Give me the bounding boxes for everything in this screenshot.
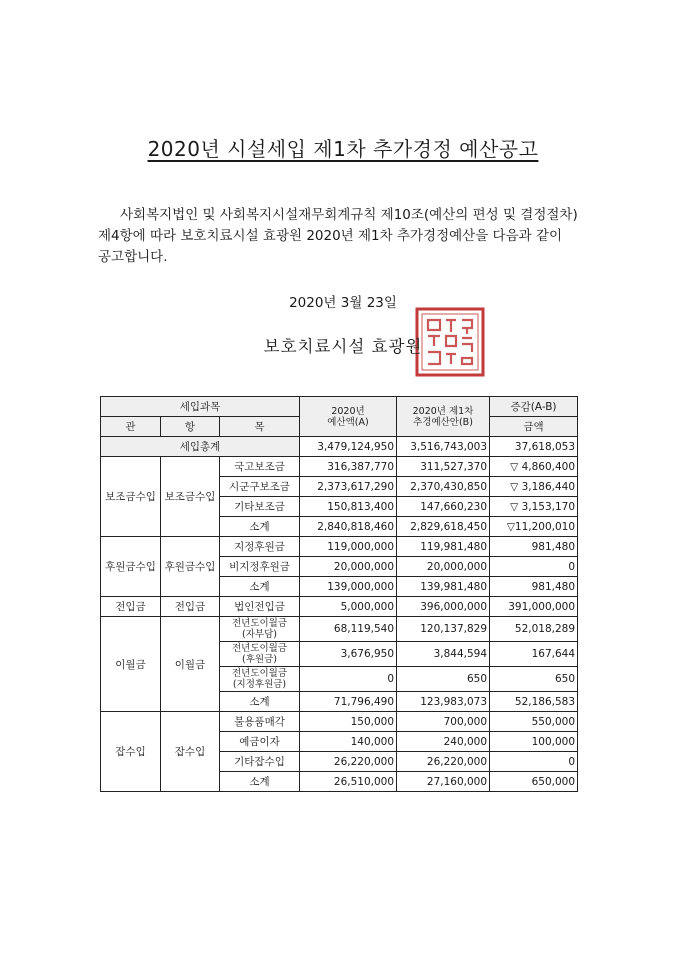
- cell-diff: 0: [490, 557, 578, 577]
- cell-hang: 잡수입: [161, 712, 220, 792]
- cell-a: 316,387,770: [300, 457, 397, 477]
- table-row: [101, 537, 578, 557]
- cell-mok: 지정후원금: [220, 537, 300, 557]
- cell-mok: 전년도이월금 (지정후원금): [220, 667, 300, 692]
- cell-b: 119,981,480: [397, 537, 490, 557]
- cell-mok: 소계: [220, 772, 300, 792]
- total-a: 3,479,124,950: [300, 437, 397, 457]
- cell-b: 650: [397, 667, 490, 692]
- cell-mok: 국고보조금: [220, 457, 300, 477]
- cell-a: 26,220,000: [300, 752, 397, 772]
- cell-mok: 소계: [220, 692, 300, 712]
- cell-diff: ▽ 3,186,440: [490, 477, 578, 497]
- total-label: 세입총계: [101, 437, 300, 457]
- cell-mok: 시군구보조금: [220, 477, 300, 497]
- intro-line-3: 공고합니다.: [98, 249, 168, 265]
- cell-mok: 비지정후원금: [220, 557, 300, 577]
- cell-hang: 후원금수입: [161, 537, 220, 597]
- cell-b: 2,829,618,450: [397, 517, 490, 537]
- cell-diff: 52,186,583: [490, 692, 578, 712]
- cell-hang: 보조금수입: [161, 457, 220, 537]
- cell-gwan: 후원금수입: [101, 537, 161, 597]
- budget-table: [100, 396, 578, 792]
- header-col-b: 2020년 제1차 추경예산안(B): [397, 397, 490, 437]
- intro-line-1: 사회복지법인 및 사회복지시설재무회계규칙 제10조(예산의 편성 및 결정절차): [120, 207, 578, 223]
- header-mok: 목: [220, 417, 300, 437]
- cell-mok: 법인전입금: [220, 597, 300, 617]
- cell-b: 26,220,000: [397, 752, 490, 772]
- cell-diff: 981,480: [490, 537, 578, 557]
- cell-a: 119,000,000: [300, 537, 397, 557]
- table-row: [101, 617, 578, 642]
- cell-a: 20,000,000: [300, 557, 397, 577]
- cell-hang: 이월금: [161, 617, 220, 712]
- cell-b: 700,000: [397, 712, 490, 732]
- cell-b: 120,137,829: [397, 617, 490, 642]
- cell-a: 3,676,950: [300, 642, 397, 667]
- cell-mok: 전년도이월금 (자부담): [220, 617, 300, 642]
- table-row: [101, 597, 578, 617]
- cell-b: 27,160,000: [397, 772, 490, 792]
- cell-a: 0: [300, 667, 397, 692]
- cell-a: 140,000: [300, 732, 397, 752]
- cell-b: 2,370,430,850: [397, 477, 490, 497]
- cell-gwan: 보조금수입: [101, 457, 161, 537]
- cell-hang: 전입금: [161, 597, 220, 617]
- cell-a: 150,813,400: [300, 497, 397, 517]
- cell-diff: 391,000,000: [490, 597, 578, 617]
- cell-b: 147,660,230: [397, 497, 490, 517]
- notice-date: 2020년 3월 23일: [289, 295, 397, 311]
- cell-gwan: 전입금: [101, 597, 161, 617]
- header-hang: 항: [161, 417, 220, 437]
- cell-mok: 기타보조금: [220, 497, 300, 517]
- cell-diff: 167,644: [490, 642, 578, 667]
- total-b: 3,516,743,003: [397, 437, 490, 457]
- header-col-a: 2020년 예산액(A): [300, 397, 397, 437]
- total-diff: 37,618,053: [490, 437, 578, 457]
- cell-b: 123,983,073: [397, 692, 490, 712]
- cell-a: 2,373,617,290: [300, 477, 397, 497]
- cell-diff: 0: [490, 752, 578, 772]
- cell-diff: 52,018,289: [490, 617, 578, 642]
- cell-gwan: 이월금: [101, 617, 161, 712]
- cell-diff: 100,000: [490, 732, 578, 752]
- cell-diff: 550,000: [490, 712, 578, 732]
- header-diff-sub: 금액: [490, 417, 578, 437]
- cell-b: 240,000: [397, 732, 490, 752]
- header-gwan: 관: [101, 417, 161, 437]
- cell-mok: 소계: [220, 517, 300, 537]
- cell-diff: ▽ 4,860,400: [490, 457, 578, 477]
- cell-mok: 예금이자: [220, 732, 300, 752]
- cell-a: 26,510,000: [300, 772, 397, 792]
- table-row: [101, 457, 578, 477]
- organization-name: 보호치료시설 효광원: [263, 337, 423, 356]
- total-row: [101, 437, 578, 457]
- intro-line-2: 제4항에 따라 보호치료시설 효광원 2020년 제1차 추가경정예산을 다음과 같이: [98, 228, 563, 244]
- cell-mok: 기타잡수입: [220, 752, 300, 772]
- table-header-row: [101, 397, 578, 417]
- cell-diff: ▽ 3,153,170: [490, 497, 578, 517]
- cell-gwan: 잡수입: [101, 712, 161, 792]
- cell-a: 68,119,540: [300, 617, 397, 642]
- cell-b: 311,527,370: [397, 457, 490, 477]
- cell-diff: ▽11,200,010: [490, 517, 578, 537]
- cell-a: 71,796,490: [300, 692, 397, 712]
- cell-b: 139,981,480: [397, 577, 490, 597]
- header-col-diff: 증감(A-B): [490, 397, 578, 417]
- table-row: [101, 712, 578, 732]
- cell-b: 3,844,594: [397, 642, 490, 667]
- cell-a: 5,000,000: [300, 597, 397, 617]
- cell-a: 150,000: [300, 712, 397, 732]
- cell-b: 20,000,000: [397, 557, 490, 577]
- cell-diff: 650,000: [490, 772, 578, 792]
- cell-mok: 불용품매각: [220, 712, 300, 732]
- cell-a: 2,840,818,460: [300, 517, 397, 537]
- cell-mok: 전년도이월금 (후원금): [220, 642, 300, 667]
- cell-b: 396,000,000: [397, 597, 490, 617]
- header-category: 세입과목: [101, 397, 300, 417]
- page-title: 2020년 시설세입 제1차 추가경정 예산공고: [147, 137, 539, 161]
- cell-diff: 981,480: [490, 577, 578, 597]
- intro-paragraph: [98, 205, 586, 268]
- cell-diff: 650: [490, 667, 578, 692]
- cell-mok: 소계: [220, 577, 300, 597]
- cell-a: 139,000,000: [300, 577, 397, 597]
